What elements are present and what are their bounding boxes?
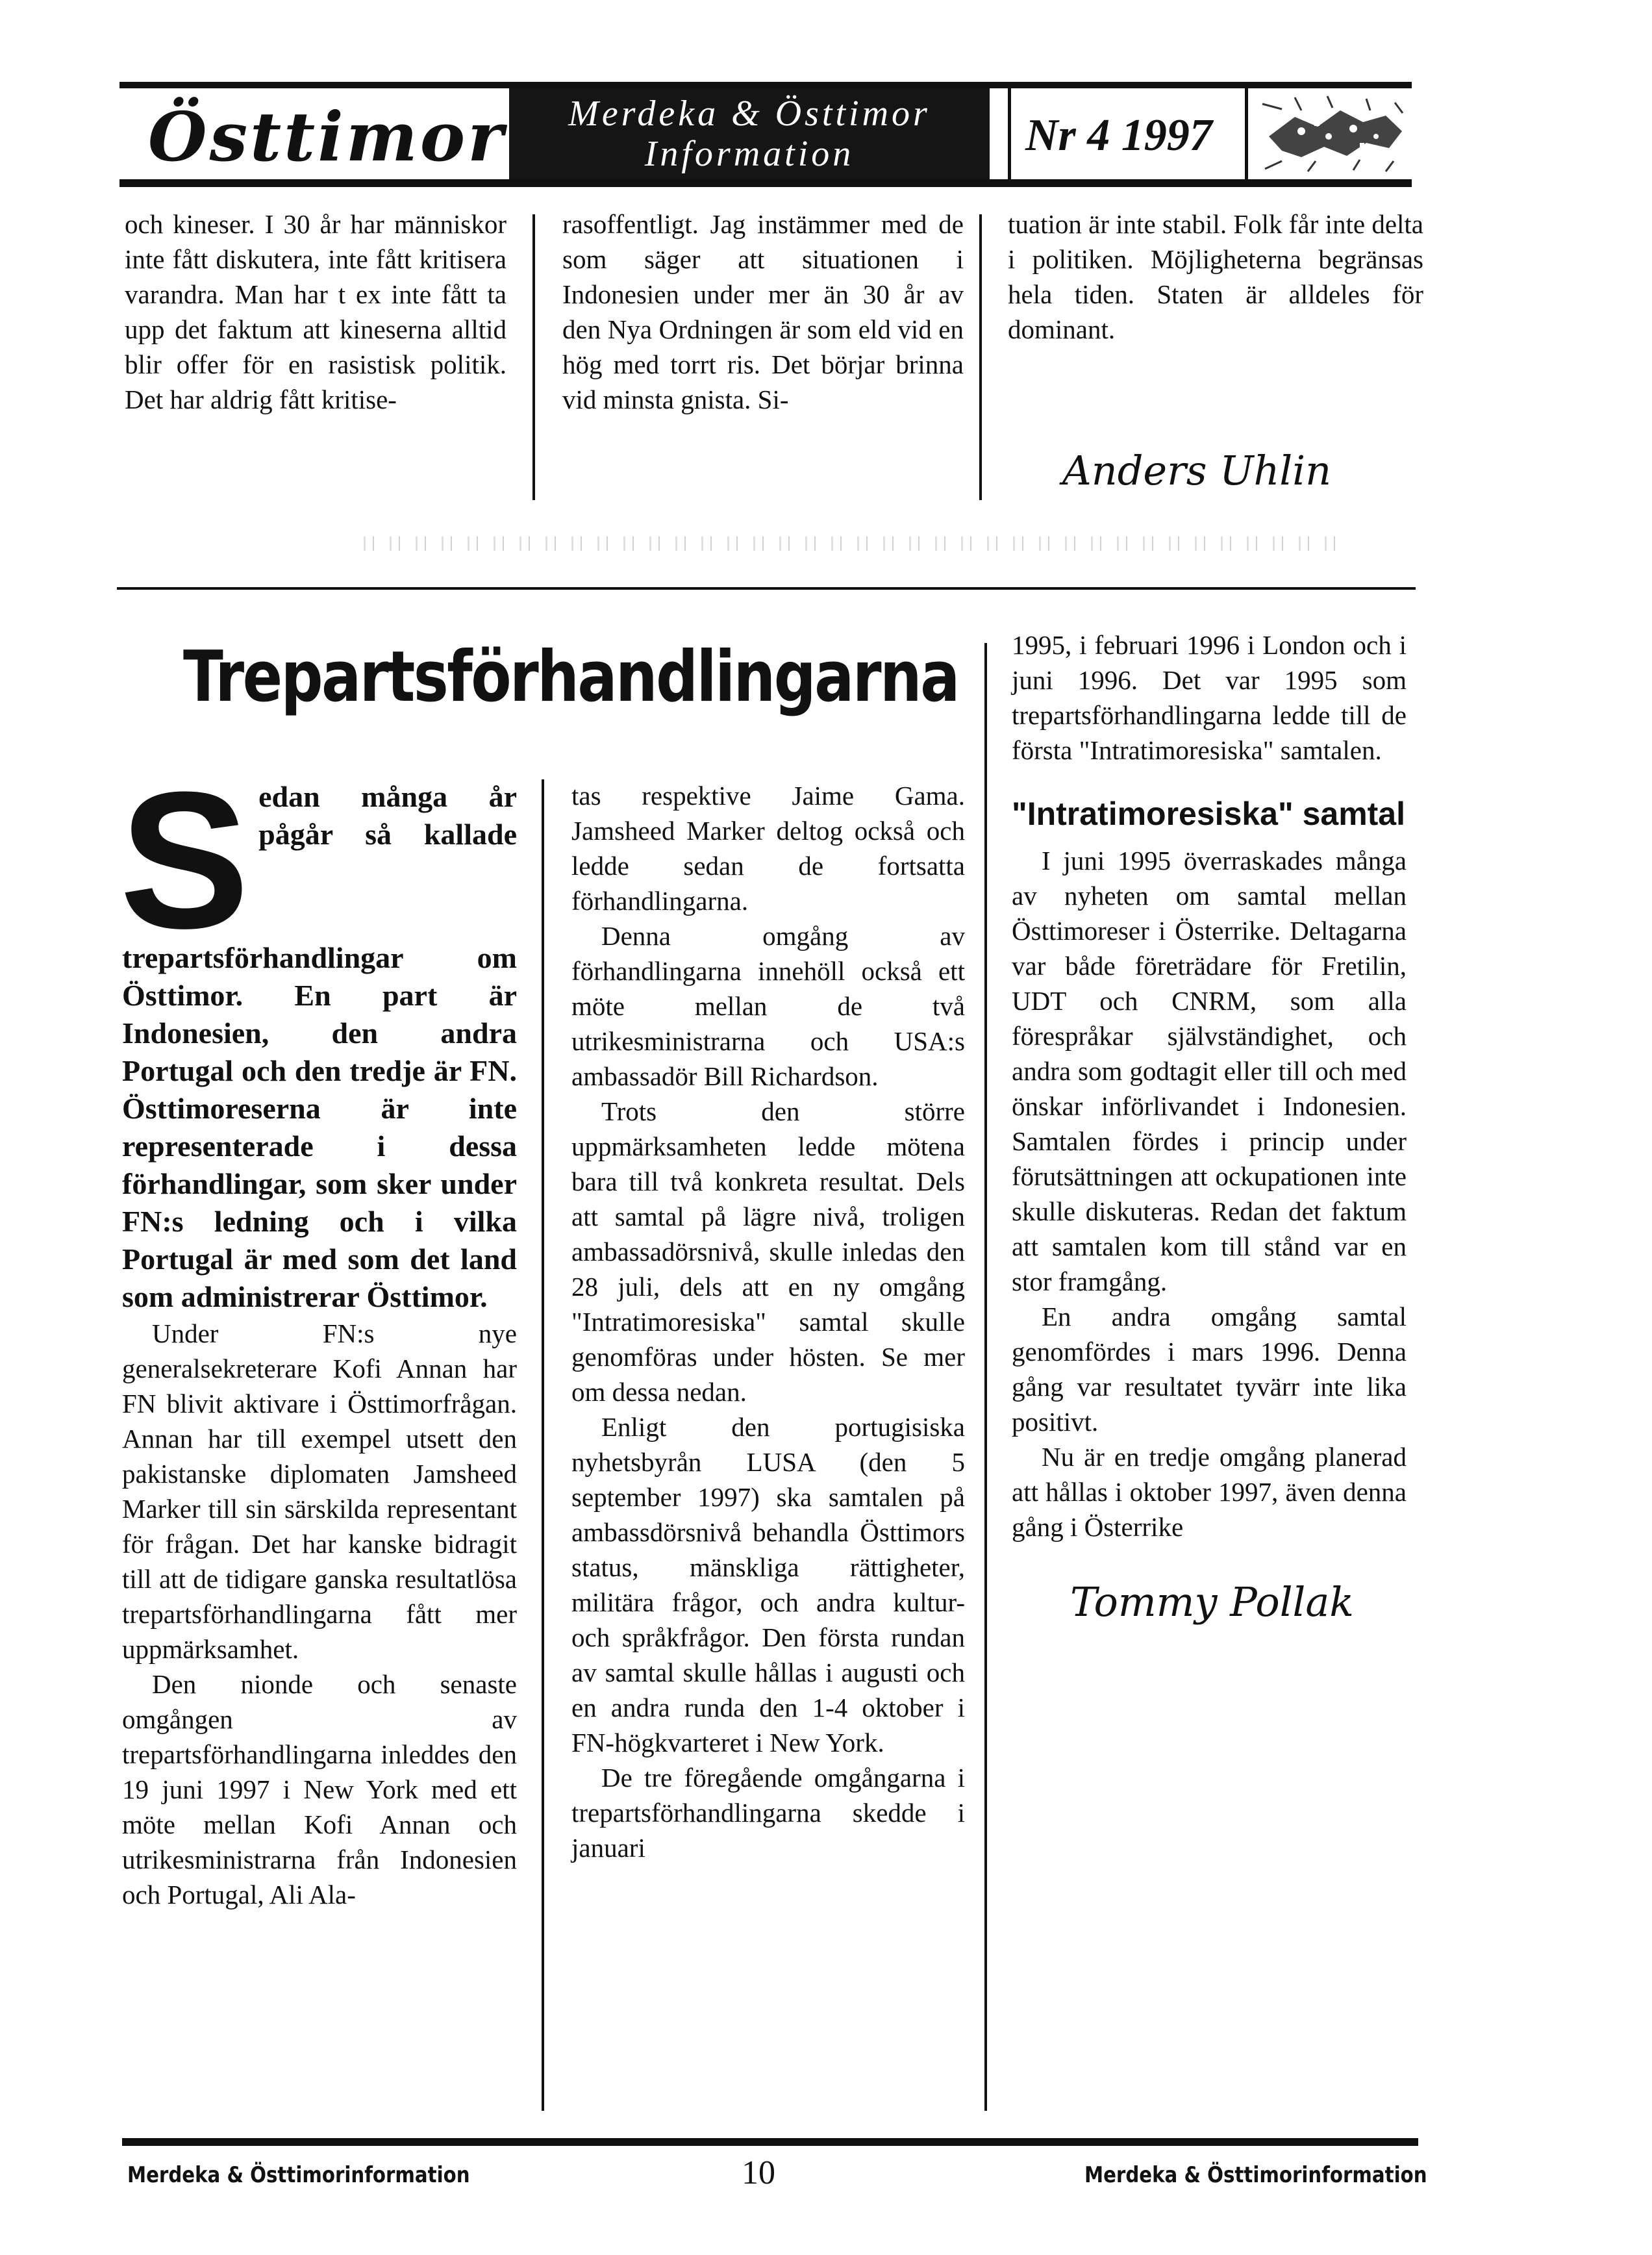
article-paragraph: Under FN:s nye generalsekreterare Kofi Annan har FN blivit aktivare i Östtimorfrågan. Annan har till exempel utsett den pakistanske diplomaten Jamsheed Marker till sin särskilda representant för frågan. Det har kanske bidragit till att de tidigare ganska resultatlösa trepartsförhandlingarna fått mer uppmärksamhet. xyxy=(122,1318,517,1664)
decorative-map-icon xyxy=(1256,91,1409,177)
masthead-issue-box xyxy=(1008,88,1248,179)
previous-article-column-1 xyxy=(125,207,507,417)
article-paragraph: Trots den större uppmärksamheten ledde mötena bara till två konkreta resultat. Dels att samtal på lägre nivå, troligen ambassadörsnivå, skulle inledas den 28 juli, dels att en ny omgång "Intratimoresiska" samtal skulle genomföras under hösten. Se mer om dessa nedan. xyxy=(571,1096,965,1407)
article-paragraph: tas respektive Jaime Gama. Jamsheed Marker deltog också och ledde sedan de fortsatta förhandlingarna. xyxy=(571,781,965,916)
article-subheading: "Intratimoresiska" samtal xyxy=(1012,796,1406,832)
article-headline: Trepartsförhandlingarna xyxy=(183,636,958,718)
masthead xyxy=(119,82,1412,187)
author-signature: Tommy Pollak xyxy=(1070,1578,1354,1626)
column-divider xyxy=(979,214,982,500)
article-column-1 xyxy=(119,751,517,1912)
author-signature: Anders Uhlin xyxy=(1062,447,1332,494)
article-column-2 xyxy=(571,778,965,1865)
issue-number: Nr 4 1997 xyxy=(1025,110,1212,160)
previous-article-text-3: tuation är inte stabil. Folk får inte delta i politiken. Möjligheterna begränsas hela tiden. Staten är alldeles för dominant. xyxy=(1008,209,1423,344)
previous-article-column-2 xyxy=(562,207,964,417)
masthead-center-line2: Information xyxy=(644,134,855,174)
article-paragraph: De tre föregående omgångarna i trepartsförhandlingarna skedde i januari xyxy=(571,1763,965,1863)
scan-noise-divider xyxy=(364,536,1338,551)
previous-article-column-3 xyxy=(1008,207,1423,347)
column-divider xyxy=(542,779,544,2111)
article-paragraph: Denna omgång av förhandlingarna innehöll också ett möte mellan de två utrikesministrarna och USA:s ambassadör Bill Richardson. xyxy=(571,921,965,1091)
footer-rule xyxy=(122,2138,1418,2146)
masthead-top-rule xyxy=(119,82,1412,88)
page-number: 10 xyxy=(742,2154,775,2191)
masthead-publication-name xyxy=(509,88,990,179)
article-paragraph: Nu är en tredje omgång planerad att hållas i oktober 1997, även denna gång i Österrike xyxy=(1012,1442,1407,1542)
masthead-center-line1: Merdeka & Östtimor xyxy=(568,94,931,134)
column-divider xyxy=(532,214,535,500)
section-divider xyxy=(117,587,1416,590)
article-paragraph: 1995, i februari 1996 i London och i juni 1996. Det var 1995 som trepartsförhandlingarna ledde till de första "Intratimoresiska" samtalen. xyxy=(1012,630,1407,765)
article-column-3 xyxy=(1012,627,1407,1626)
article-paragraph: Den nionde och senaste omgången av trepartsförhandlingarna inleddes den 19 juni 1997 i New York med ett möte mellan Kofi Annan och utrikesministrarna från Indonesien och Portugal, Ali Ala- xyxy=(122,1669,517,1909)
masthead-title: Östtimor xyxy=(148,97,506,177)
masthead-bottom-rule xyxy=(119,179,1412,187)
article-paragraph: I juni 1995 överraskades många av nyheten om samtal mellan Östtimoreser i Österrike. Deltagarna var både företrädare för Fretilin, UDT och CNRM, som alla förespråkar självständighet, och andra som godtagit eller till och med önskar införlivandet i Indonesien. Samtalen fördes i princip under förutsättningen att ockupationen inte skulle diskuteras. Redan det faktum att samtalen kom till stånd var en stor framgång. xyxy=(1012,846,1407,1296)
article-lead-text: edan många år pågår så kallade trepartsförhandlingar om Östtimor. En part är Indonesien, den andra Portugal och den tredje är FN. Östtimoreserna är inte representerade i dessa förhandlingar, som sker under FN:s ledning och i vilka Portugal är med som det land som administrerar Östtimor. xyxy=(122,780,517,1313)
footer-publication-right: Merdeka & Östtimorinformation xyxy=(1084,2162,1427,2188)
article-paragraph: Enligt den portugisiska nyhetsbyrån LUSA (den 5 september 1997) ska samtalen på ambassdörsnivå behandla Östtimors status, mänskliga rättigheter, militära frågor, och andra kultur- och språkfrågor. Den första rundan av samtal skulle hållas i augusti och en andra runda den 1-4 oktober i FN-högkvarteret i New York. xyxy=(571,1412,965,1757)
previous-article-text-1: och kineser. I 30 år har människor inte fått diskutera, inte fått kritisera varandra. Man har t ex inte fått ta upp det faktum att kineserna alltid blir offer för en rasistisk politik. Det har aldrig fått kritise- xyxy=(125,209,507,414)
column-divider xyxy=(984,643,987,2111)
footer-publication-left: Merdeka & Östtimorinformation xyxy=(127,2162,470,2188)
drop-cap: S xyxy=(119,751,250,969)
article-paragraph: En andra omgång samtal genomfördes i mars 1996. Denna gång var resultatet tyvärr inte lika positivt. xyxy=(1012,1302,1407,1437)
article-lead xyxy=(119,751,517,1316)
previous-article-text-2: rasoffentligt. Jag instämmer med de som säger att situationen i Indonesien under mer än 30 år av den Nya Ordningen är som eld vid en hög med torrt ris. Det börjar brinna vid minsta gnista. Si- xyxy=(562,209,964,414)
